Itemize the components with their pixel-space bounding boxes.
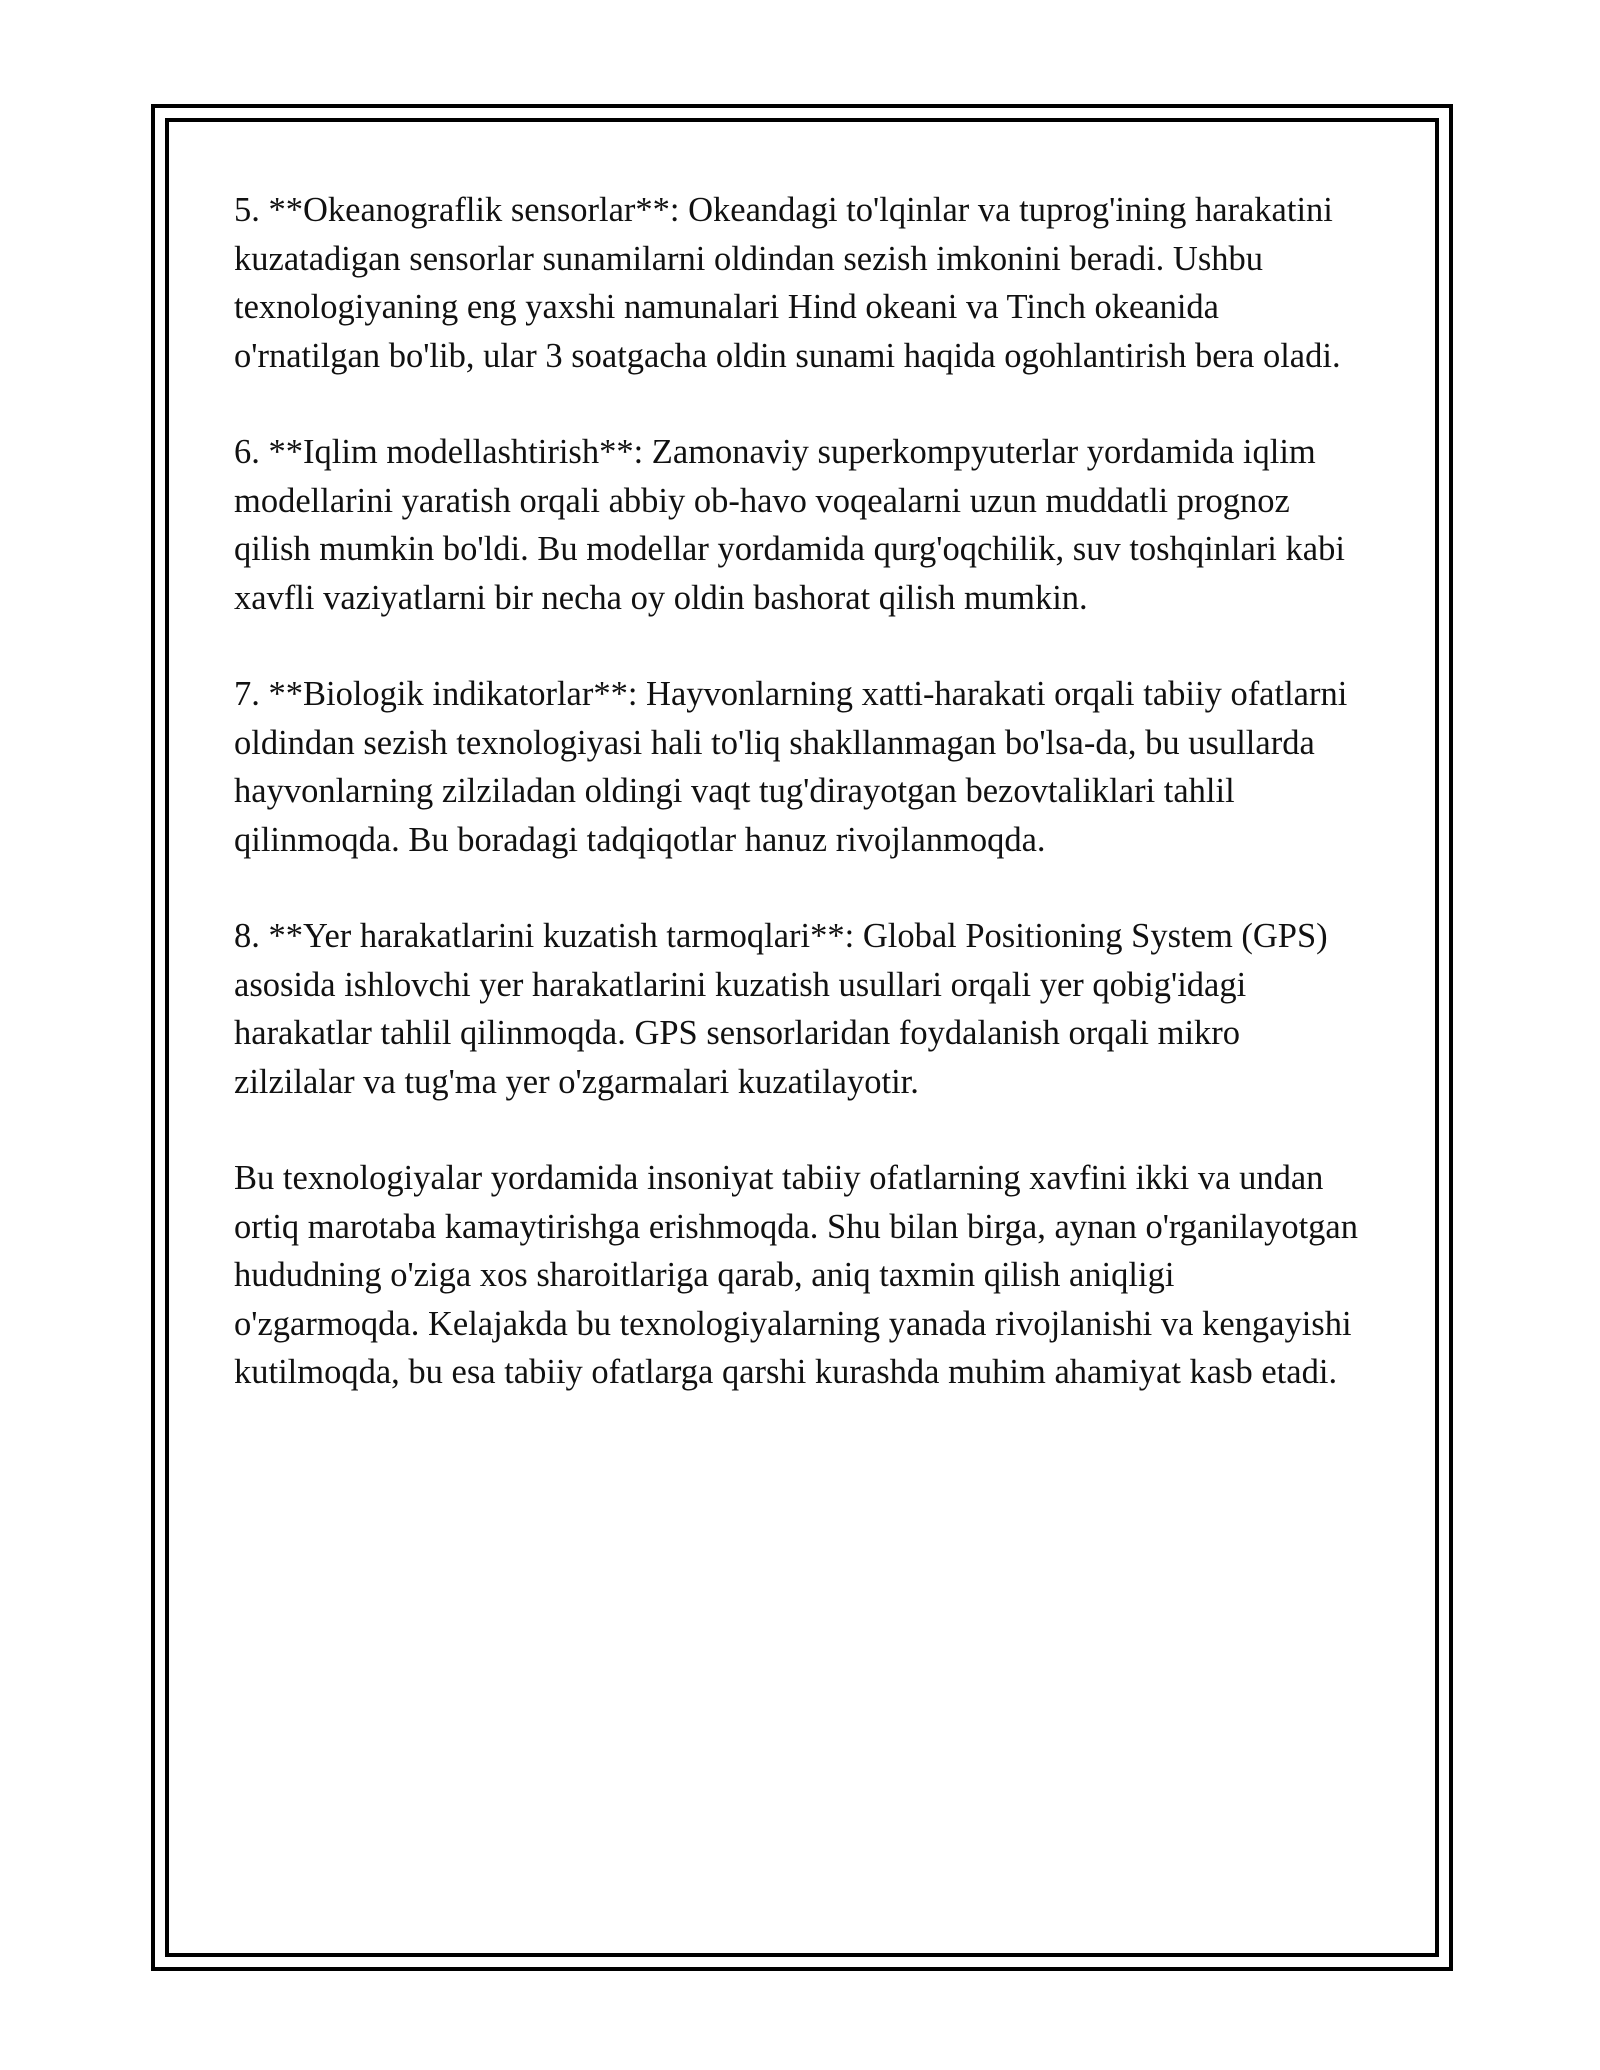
paragraph-ground-motion-networks: 8. **Yer harakatlarini kuzatish tarmoqlari**: Global Positioning System (GPS) asosida ishlovchi yer harakatlarini kuzatish usullari orqali yer qobig'idagi harakatlar tahlil qilinmoqda. GPS sensorlaridan foydalanish orqali mikro zilzilalar va tug'ma yer o'zgarmalari kuzatilayotir.	[234, 917, 1328, 1101]
paragraph-climate-modeling: 6. **Iqlim modellashtirish**: Zamonaviy superkompyuterlar yordamida iqlim modellarini yaratish orqali abbiy ob-havo voqealarni uzun muddatli prognoz qilish mumkin bo'ldi. Bu modellar yordamida qurg'oqchilik, suv toshqinlari kabi xavfli vaziyatlarni bir necha oy oldin bashorat qilish mumkin.	[234, 433, 1345, 617]
paragraph-conclusion: Bu texnologiyalar yordamida insoniyat tabiiy ofatlarning xavfini ikki va undan ortiq marotaba kamaytirishga erishmoqda. Shu bilan birga, aynan o'rganilayotgan hududning o'ziga xos sharoitlariga qarab, aniq taxmin qilish aniqligi o'zgarmoqda. Kelajakda bu texnologiyalarning yanada rivojlanishi va kengayishi kutilmoqda, bu esa tabiiy ofatlarga qarshi kurashda muhim ahamiyat kasb etadi.	[234, 1159, 1358, 1391]
document-body	[234, 186, 1364, 1445]
paragraph-oceanographic-sensors: 5. **Okeanograflik sensorlar**: Okeandagi to'lqinlar va tuprog'ining harakatini kuzatadigan sensorlar sunamilarni oldindan sezish imkonini beradi. Ushbu texnologiyaning eng yaxshi namunalari Hind okeani va Tinch okeanida o'rnatilgan bo'lib, ular 3 soatgacha oldin sunami haqida ogohlantirish bera oladi.	[234, 191, 1341, 375]
paragraph-biological-indicators: 7. **Biologik indikatorlar**: Hayvonlarning xatti-harakati orqali tabiiy ofatlarni oldindan sezish texnologiyasi hali to'liq shakllanmagan bo'lsa-da, bu usullarda hayvonlarning zilziladan oldingi vaqt tug'dirayotgan bezovtaliklari tahlil qilinmoqda. Bu boradagi tadqiqotlar hanuz rivojlanmoqda.	[234, 675, 1348, 859]
